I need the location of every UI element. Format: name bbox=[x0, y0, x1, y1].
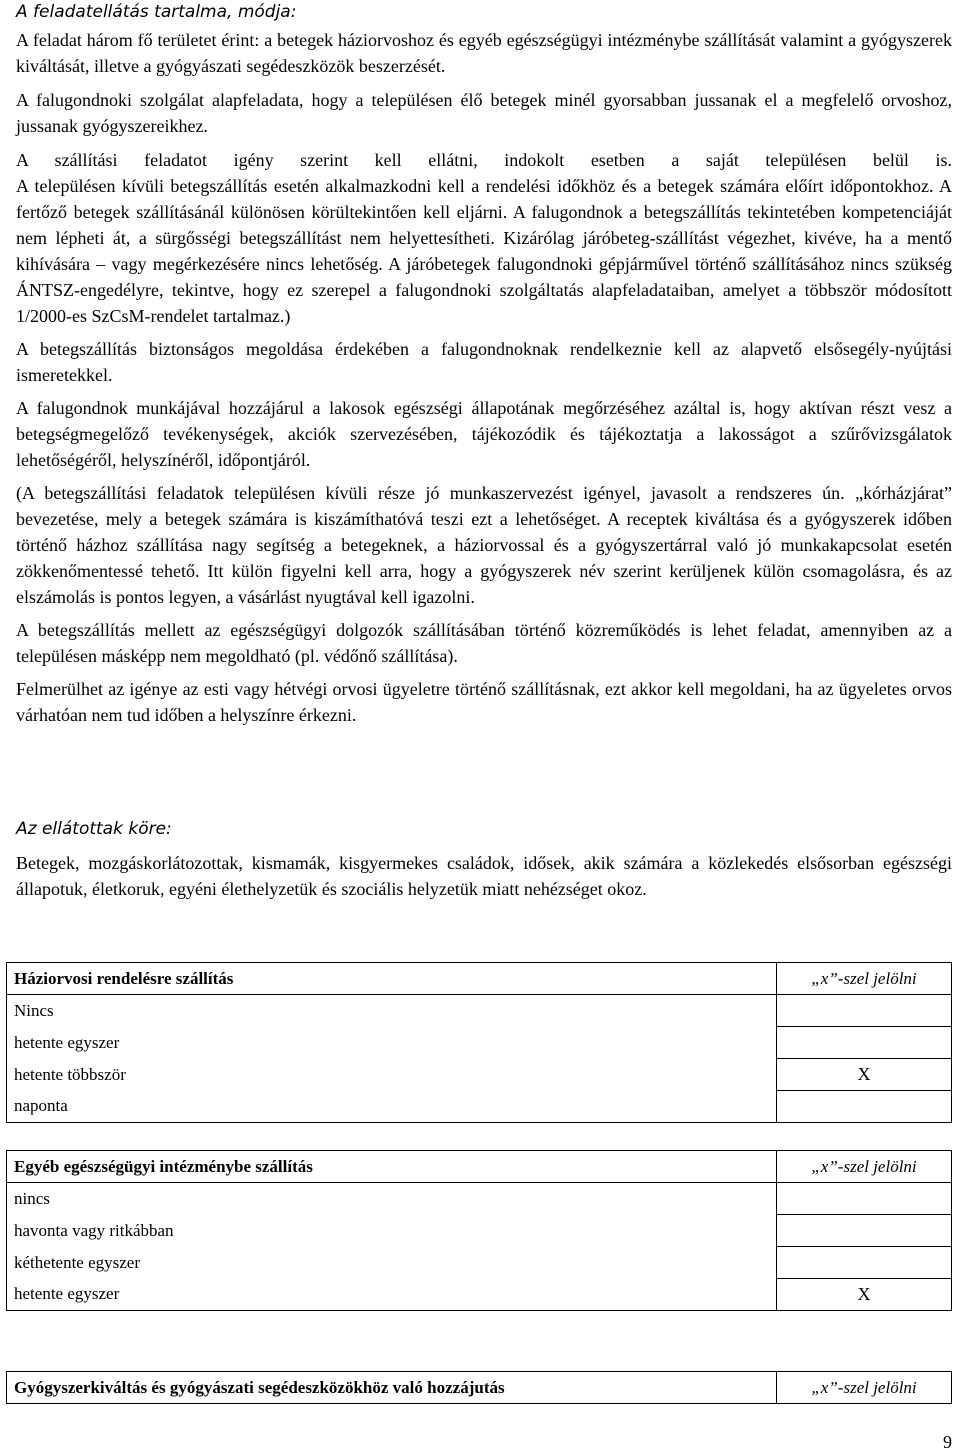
page-number: 9 bbox=[943, 1432, 952, 1452]
recipients-text: Betegek, mozgáskorlátozottak, kismamák, kisgyermekes családok, idősek, akik számára a közlekedés elsősorban egészségi állapotuk, életkoruk, egyéni élethelyzetük és szociális helyzetük miatt nehézséget okoz. bbox=[16, 853, 952, 899]
paragraph-4: A betegszállítás biztonságos megoldása érdekében a falugondnoknak rendelkeznie kell az alapvető elsősegély-nyújtási ismeretekkel. bbox=[16, 339, 952, 385]
paragraph-6: (A betegszállítási feladatok településen kívüli része jó munkaszervezést igényel, javasolt a rendszeres ún. „kórházjárat” bevezetése, mely a betegek számára is kiszámíthatóvá teszi ezt a lehetőséget. A receptek kiváltása és a gyógyszerek időben történő házhoz szállítása nagy segítség a betegeknek, a háziorvossal és a gyógyszertárral való jó munkakapcsolat esetén zökkenőmentessé tehető. Itt külön figyelni kell arra, hogy a gyógyszerek név szerint kerüljenek külön csomagolásra, és az elszámolás is pontos legyen, a vásárlást nyugtával kell igazolni. bbox=[16, 483, 952, 607]
table-medicine-supply bbox=[6, 1371, 952, 1404]
section-heading-tasks: A feladatellátás tartalma, módja: bbox=[16, 2, 297, 22]
option-label: hetente egyszer bbox=[7, 1279, 777, 1311]
option-mark[interactable] bbox=[777, 995, 952, 1027]
option-mark[interactable] bbox=[777, 1183, 952, 1215]
paragraph-5: A falugondnok munkájával hozzájárul a lakosok egészségi állapotának megőrzéséhez azáltal is, hogy aktívan részt vesz a betegségmegelőző tevékenységek, akciók szervezésében, tájékozódik és tájékoztatja a lakosságot a szűrővizsgálatok lehetőségéről, helyszínéről, időpontjáról. bbox=[16, 398, 952, 470]
mark-hint: „x”-szel jelölni bbox=[777, 963, 952, 995]
table-title: Háziorvosi rendelésre szállítás bbox=[7, 963, 777, 995]
option-label: kéthetente egyszer bbox=[7, 1247, 777, 1279]
option-label: hetente egyszer bbox=[7, 1027, 777, 1059]
paragraph-1: A feladat három fő területet érint: a betegek háziorvoshoz és egyéb egészségügyi intézménybe szállítását valamint a gyógyszerek kiváltását, illetve a gyógyászati segédeszközök beszerzését. bbox=[16, 30, 952, 76]
section-heading-recipients: Az ellátottak köre: bbox=[16, 819, 172, 839]
option-mark[interactable] bbox=[777, 1215, 952, 1247]
mark-hint: „x”-szel jelölni bbox=[777, 1372, 952, 1404]
paragraph-2: A falugondnoki szolgálat alapfeladata, hogy a településen élő betegek minél gyorsabban jussanak el a megfelelő orvoshoz, jussanak gyógyszereikhez. bbox=[16, 90, 952, 136]
option-label: havonta vagy ritkábban bbox=[7, 1215, 777, 1247]
option-mark[interactable]: X bbox=[777, 1279, 952, 1311]
option-mark[interactable]: X bbox=[777, 1059, 952, 1091]
option-label: hetente többször bbox=[7, 1059, 777, 1091]
table-title: Gyógyszerkiváltás és gyógyászati segédeszközökhöz való hozzájutás bbox=[7, 1372, 777, 1404]
paragraph-3 bbox=[16, 147, 952, 329]
option-mark[interactable] bbox=[777, 1247, 952, 1279]
option-mark[interactable] bbox=[777, 1027, 952, 1059]
paragraph-3-first: A szállítási feladatot igény szerint kell ellátni, indokolt esetben a saját településen belül is. bbox=[16, 150, 952, 170]
paragraph-3-rest: A településen kívüli betegszállítás esetén alkalmazkodni kell a rendelési időkhöz és a betegek számára előírt időpontokhoz. A fertőző betegek szállításánál különösen körültekintően kell eljárni. A falugondnok a betegszállítás tekintetében kompetenciáját nem lépheti át, a sürgősségi betegszállítást nem helyettesítheti. Kizárólag járóbeteg-szállítást végezhet, kivéve, ha a mentő kihívására – vagy megérkezésére nincs lehetőség. A járóbetegek falugondnoki gépjárművel történő szállításához nincs szükség ÁNTSZ-engedélyre, tekintve, hogy ez szerepel a falugondnoki szolgáltatás alapfeladataiban, amelyet a többször módosított 1/2000-es SzCsM-rendelet tartalmaz.) bbox=[16, 176, 952, 326]
paragraph-7: A betegszállítás mellett az egészségügyi dolgozók szállításában történő közreműködés is lehet feladat, amennyiben az a településen másképp nem megoldható (pl. védőnő szállítása). bbox=[16, 620, 952, 666]
option-label: nincs bbox=[7, 1183, 777, 1215]
table-title: Egyéb egészségügyi intézménybe szállítás bbox=[7, 1151, 777, 1183]
option-label: naponta bbox=[7, 1091, 777, 1123]
mark-hint: „x”-szel jelölni bbox=[777, 1151, 952, 1183]
paragraph-8: Felmerülhet az igénye az esti vagy hétvégi orvosi ügyeletre történő szállításnak, ezt akkor kell megoldani, ha az ügyeletes orvos várhatóan nem tud időben a helyszínre érkezni. bbox=[16, 679, 952, 725]
table-other-institution-transport bbox=[6, 1150, 952, 1311]
option-mark[interactable] bbox=[777, 1091, 952, 1123]
table-gp-transport bbox=[6, 962, 952, 1123]
option-label: Nincs bbox=[7, 995, 777, 1027]
